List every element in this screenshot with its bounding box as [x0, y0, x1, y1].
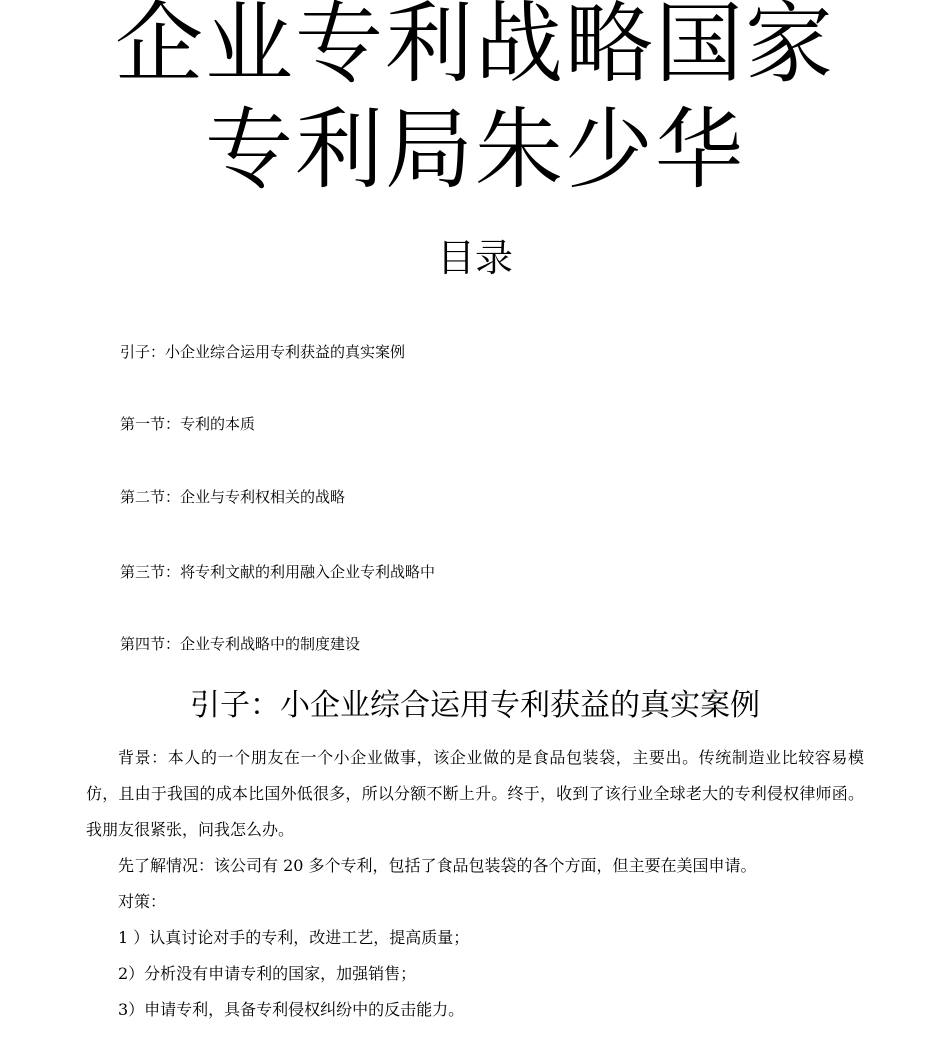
toc-item-section-1[interactable]: 第一节：专利的本质	[120, 415, 256, 433]
document-title-line-2: 专利局朱少华	[204, 98, 745, 201]
toc-item-section-2[interactable]: 第二节：企业与专利权相关的战略	[120, 488, 346, 506]
section-heading: 引子：小企业综合运用专利获益的真实案例	[190, 688, 760, 723]
countermeasures-label: 对策：	[118, 892, 167, 911]
countermeasure-item: 3）申请专利，具备专利侵权纠纷中的反击能力。	[118, 1000, 465, 1019]
toc-item-intro[interactable]: 引子：小企业综合运用专利获益的真实案例	[120, 343, 406, 361]
paragraph-background: 背景：本人的一个朋友在一个小企业做事，该企业做的是食品包装袋，主要出。传统制造业比较容易模仿，且由于我国的成本比国外低很多，所以分额不断上升。终于，收到了该行业全球老大的专利侵权律师函。我朋友很紧张，问我怎么办。	[86, 748, 864, 839]
countermeasure-item: 2）分析没有申请专利的国家，加强销售；	[118, 964, 417, 983]
section-body	[86, 740, 864, 1028]
countermeasure-item: 1 ）认真讨论对手的专利，改进工艺，提高质量；	[118, 928, 470, 947]
toc-item-section-3[interactable]: 第三节：将专利文献的利用融入企业专利战略中	[120, 563, 436, 581]
toc-heading: 目录	[436, 236, 513, 280]
toc-item-section-4[interactable]: 第四节：企业专利战略中的制度建设	[120, 635, 361, 653]
paragraph-situation: 先了解情况：该公司有 20 多个专利，包括了食品包装袋的各个方面，但主要在美国申请。	[118, 856, 757, 875]
document-title-line-1: 企业专利战略国家	[114, 0, 835, 95]
